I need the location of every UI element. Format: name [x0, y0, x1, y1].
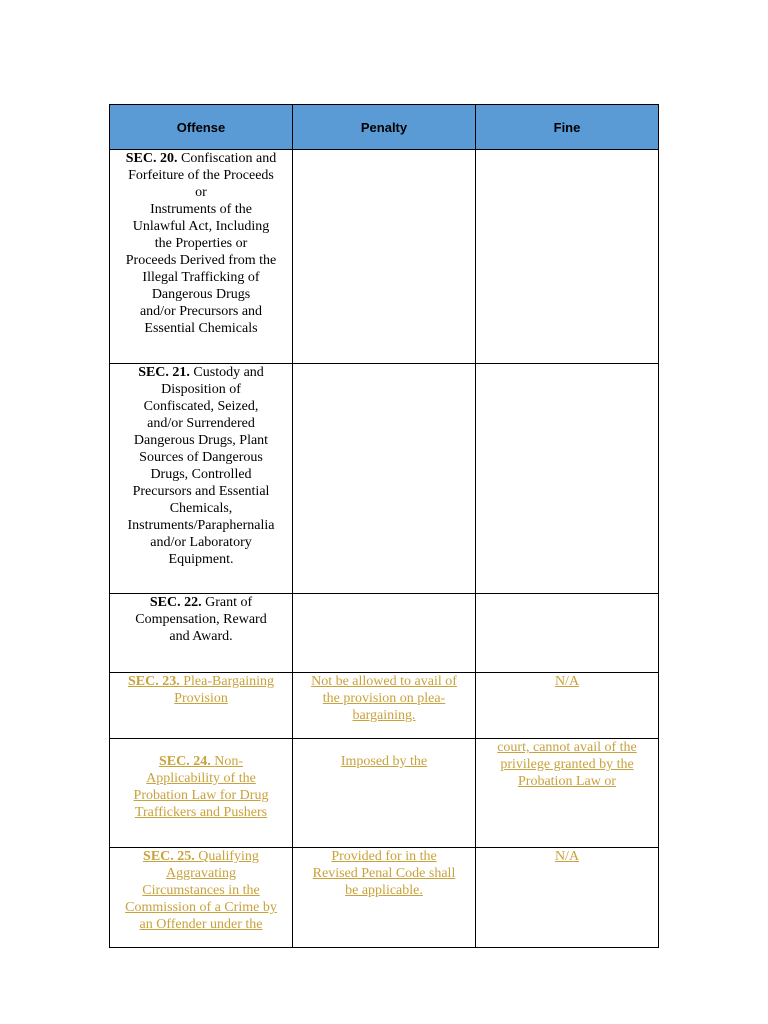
section-link[interactable]	[134, 754, 269, 820]
table-row	[110, 673, 659, 739]
penalty-text: bargaining.	[352, 708, 416, 723]
offense-text: Traffickers and Pushers	[134, 805, 268, 820]
section-link[interactable]	[128, 674, 274, 706]
offense-text: Applicability of the	[146, 771, 256, 786]
offense-cell	[110, 364, 293, 594]
table-row	[110, 150, 659, 364]
offense-text: Probation Law for Drug	[133, 788, 269, 803]
penalty-cell	[293, 364, 476, 594]
offense-text: Dangerous Drugs, Plant	[133, 433, 269, 448]
penalty-cell[interactable]	[293, 739, 476, 848]
fine-cell	[476, 364, 659, 594]
offense-text: Aggravating	[166, 866, 236, 881]
offense-text: Illegal Trafficking of	[142, 270, 260, 285]
table-row	[110, 739, 659, 848]
offense-text: Precursors and Essential	[132, 484, 270, 499]
offense-text: Qualifying	[198, 849, 259, 864]
offense-text: Instruments/Paraphernalia	[127, 518, 275, 533]
fine-cell[interactable]	[476, 739, 659, 848]
fine-cell	[476, 594, 659, 673]
penalty-text: Revised Penal Code shall	[312, 866, 456, 881]
fine-link[interactable]	[497, 740, 637, 789]
table-row	[110, 594, 659, 673]
offense-cell	[110, 594, 293, 673]
offense-text: an Offender under the	[139, 917, 263, 932]
offense-cell[interactable]	[110, 848, 293, 948]
offense-text: Unlawful Act, Including	[132, 219, 270, 234]
fine-cell[interactable]	[476, 673, 659, 739]
offense-text: Proceeds Derived from the	[125, 253, 277, 268]
offense-text: Provision	[174, 691, 228, 706]
fine-text: privilege granted by the	[500, 757, 634, 772]
offense-text: Sources of Dangerous	[139, 450, 263, 465]
offense-text: and/or Laboratory	[150, 535, 252, 550]
offense-cell	[110, 150, 293, 364]
penalty-link[interactable]	[313, 849, 456, 898]
penalty-link[interactable]: Imposed by the	[340, 754, 428, 769]
offense-text: Compensation, Reward	[135, 612, 267, 627]
offense-text: the Properties or	[154, 236, 248, 251]
header-fine: Fine	[476, 105, 659, 150]
penalty-cell	[293, 150, 476, 364]
offense-text: Grant of	[205, 595, 253, 610]
table-row	[110, 848, 659, 948]
penalty-link[interactable]	[311, 674, 457, 723]
section-number: SEC. 23.	[128, 674, 180, 689]
fine-cell	[476, 150, 659, 364]
header-offense: Offense	[110, 105, 293, 150]
penalty-text: Not be allowed to avail of	[311, 674, 457, 689]
offense-text: Non-	[214, 754, 243, 769]
penalty-text: be applicable.	[345, 883, 423, 898]
sections-table	[109, 104, 659, 948]
offense-text: or	[195, 185, 207, 200]
offense-text: Circumstances in the	[142, 883, 260, 898]
offense-text: Instruments of the	[150, 202, 252, 217]
section-number: SEC. 24.	[158, 754, 211, 769]
offense-text: Drugs, Controlled	[150, 467, 252, 482]
offense-text: Forfeiture of the Proceeds	[128, 168, 274, 183]
offense-text: Confiscated, Seized,	[143, 399, 259, 414]
penalty-cell[interactable]	[293, 848, 476, 948]
offense-text: and Award.	[169, 629, 233, 644]
penalty-cell[interactable]	[293, 673, 476, 739]
offense-cell[interactable]	[110, 673, 293, 739]
offense-text: and/or Precursors and	[139, 304, 263, 319]
offense-cell[interactable]	[110, 739, 293, 848]
fine-text: Probation Law or	[518, 774, 616, 789]
fine-link[interactable]: N/A	[554, 849, 580, 864]
header-penalty: Penalty	[293, 105, 476, 150]
offense-text: Chemicals,	[169, 501, 233, 516]
section-number: SEC. 22.	[149, 595, 202, 610]
offense-text: Commission of a Crime by	[125, 900, 277, 915]
offense-text: Equipment.	[168, 552, 234, 567]
fine-link[interactable]: N/A	[554, 674, 580, 689]
table-row	[110, 364, 659, 594]
offense-text: Confiscation and	[180, 151, 277, 166]
fine-text: court, cannot avail of the	[497, 740, 637, 755]
header-row	[110, 105, 659, 150]
offense-text: Disposition of	[161, 382, 241, 397]
offense-text: Dangerous Drugs	[151, 287, 251, 302]
section-number: SEC. 21.	[138, 365, 190, 380]
section-link[interactable]	[125, 849, 277, 932]
section-number: SEC. 20.	[125, 151, 178, 166]
penalty-text: the provision on plea-	[322, 691, 446, 706]
penalty-cell	[293, 594, 476, 673]
section-number: SEC. 25.	[143, 849, 195, 864]
offense-text: Plea-Bargaining	[183, 674, 274, 689]
fine-cell[interactable]	[476, 848, 659, 948]
offense-text: and/or Surrendered	[147, 416, 255, 431]
offense-text: Essential Chemicals	[144, 321, 258, 336]
penalty-text: Provided for in the	[331, 849, 437, 864]
offense-text: Custody and	[193, 365, 264, 380]
